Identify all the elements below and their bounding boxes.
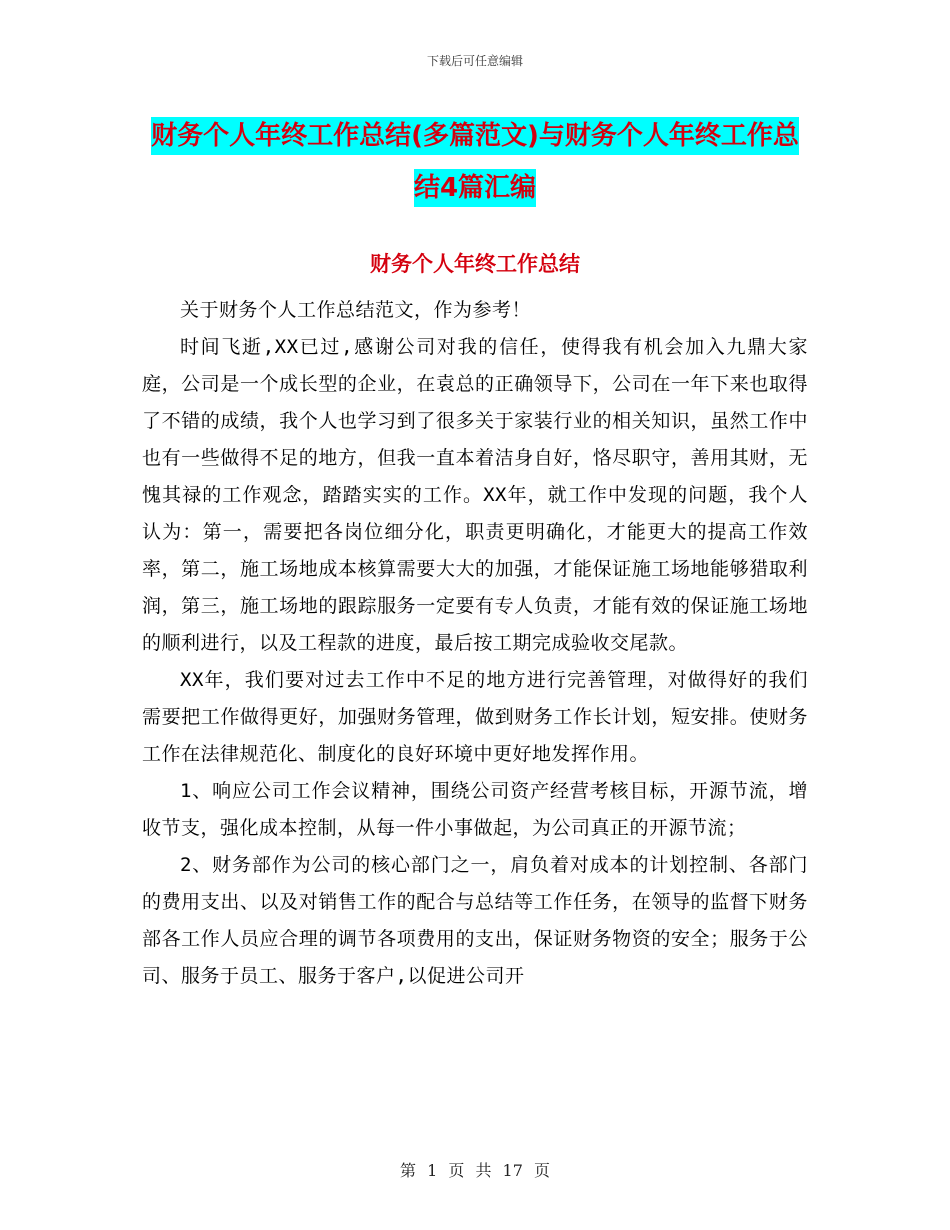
document-title-text: 财务个人年终工作总结(多篇范文)与财务个人年终工作总结4篇汇编 — [151, 117, 799, 207]
paragraph-item-1: 1、响应公司工作会议精神，围绕公司资产经营考核目标，开源节流，增收节支，强化成本控制，从每一件小事做起，为公司真正的开源节流； — [142, 780, 808, 839]
document-body — [142, 292, 808, 995]
page-header: 下载后可任意编辑 — [426, 54, 523, 68]
section-title: 财务个人年终工作总结 — [370, 252, 580, 276]
page-footer: 第 1 页 共 17 页 — [400, 1161, 550, 1180]
paragraph-item-2: 2、财务部作为公司的核心部门之一，肩负着对成本的计划控制、各部门的费用支出、以及对销售工作的配合与总结等工作任务，在领导的监督下财务部各工作人员应合理的调节各项费用的支出，保证财务物资的安全；服务于公司、服务于员工、服务于客户,以促进公司开 — [142, 854, 808, 987]
paragraph-plan: XX年，我们要对过去工作中不足的地方进行完善管理，对做得好的我们需要把工作做得更好，加强财务管理，做到财务工作长计划，短安排。使财务工作在法律规范化、制度化的良好环境中更好地发挥作用。 — [142, 669, 808, 765]
paragraph-intro: 关于财务个人工作总结范文，作为参考！ — [180, 299, 532, 321]
document-title — [140, 110, 810, 214]
paragraph-review: 时间飞逝,XX已过,感谢公司对我的信任，使得我有机会加入九鼎大家庭，公司是一个成长型的企业，在袁总的正确领导下，公司在一年下来也取得了不错的成绩，我个人也学习到了很多关于家装行业的相关知识，虽然工作中也有一些做得不足的地方，但我一直本着洁身自好，恪尽职守，善用其财，无愧其禄的工作观念，踏踏实实的工作。XX年，就工作中发现的问题，我个人认为：第一，需要把各岗位细分化，职责更明确化，才能更大的提高工作效率，第二，施工场地成本核算需要大大的加强，才能保证施工场地能够猎取利润，第三，施工场地的跟踪服务一定要有专人负责，才能有效的保证施工场地的顺利进行，以及工程款的进度，最后按工期完成验收交尾款。 — [142, 336, 808, 654]
